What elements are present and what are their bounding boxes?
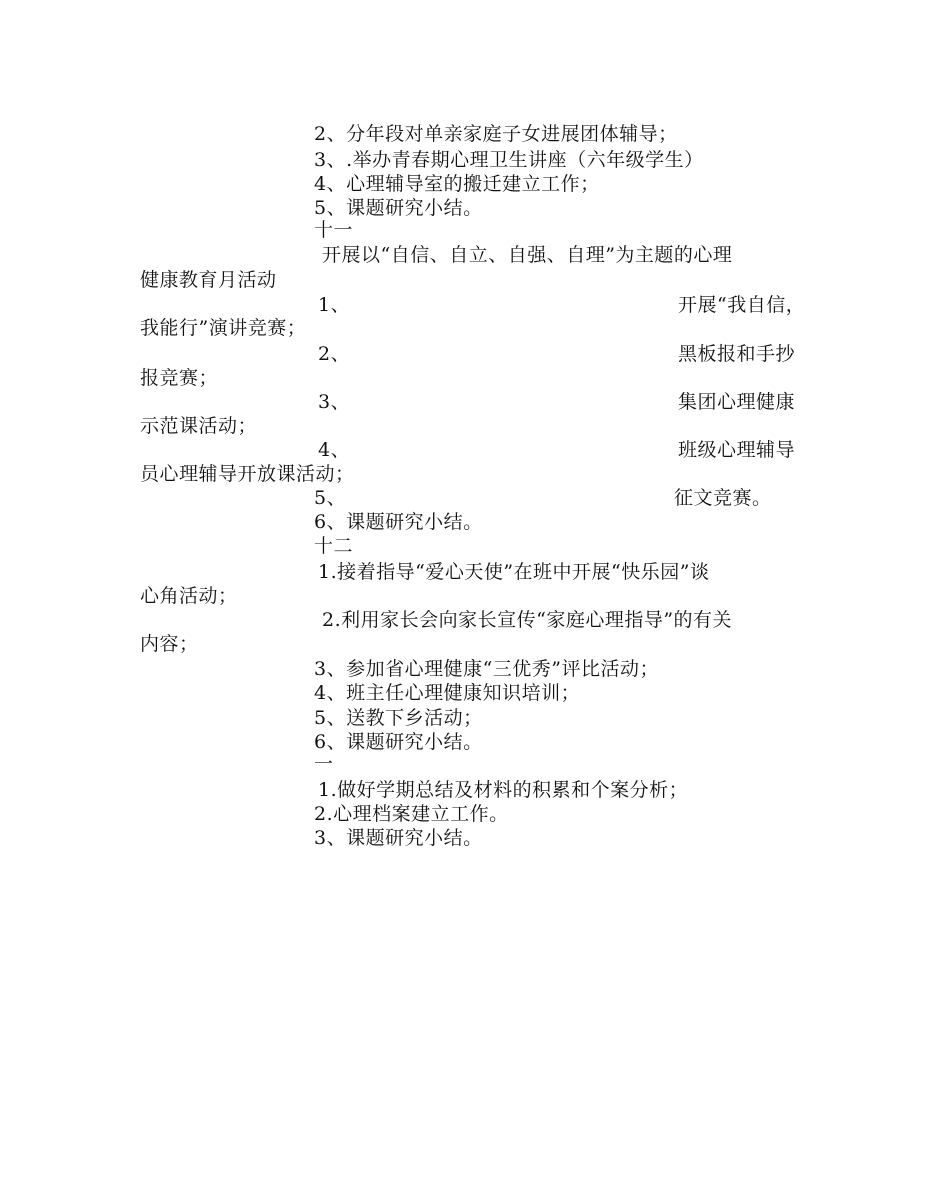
text-line: 内容；	[140, 633, 199, 655]
text-line: 5、送教下乡活动；	[314, 707, 483, 729]
text-line: 3、.举办青春期心理卫生讲座（六年级学生）	[314, 149, 704, 171]
text-line: 心角活动；	[140, 585, 238, 607]
text-line: 6、课题研究小结。	[314, 511, 483, 533]
text-line: 1.接着指导“爱心天使”在班中开展“快乐园”谈	[318, 561, 710, 583]
text-line: 集团心理健康	[678, 391, 796, 413]
text-line: 报竞赛；	[140, 367, 219, 389]
list-number: 2、	[318, 343, 351, 365]
text-line: 3、参加省心理健康“三优秀”评比活动；	[314, 658, 660, 680]
text-line: 1.做好学期总结及材料的积累和个案分析；	[318, 779, 689, 801]
text-line: 健康教育月活动	[140, 269, 277, 291]
section-heading: 十二	[314, 535, 354, 557]
text-line: 6、课题研究小结。	[314, 731, 483, 753]
text-line: 示范课活动；	[140, 415, 258, 437]
text-line: 员心理辅导开放课活动；	[140, 463, 355, 485]
text-line: 5、课题研究小结。	[314, 197, 483, 219]
text-line: 黑板报和手抄	[678, 343, 796, 365]
text-line: 4、心理辅导室的搬迁建立工作；	[314, 173, 600, 195]
text-line: 征文竞赛。	[674, 487, 772, 509]
text-line: 4、班主任心理健康知识培训；	[314, 682, 581, 704]
section-heading: 一	[314, 753, 334, 775]
text-line: 2.利用家长会向家长宣传“家庭心理指导”的有关	[322, 609, 733, 631]
text-line: 开展以“自信、自立、自强、自理”为主题的心理	[322, 244, 733, 266]
text-line: 开展“我自信，	[678, 294, 806, 316]
text-line: 3、课题研究小结。	[314, 827, 483, 849]
text-line: 班级心理辅导	[678, 439, 796, 461]
text-line: 2、分年段对单亲家庭子女进展团体辅导；	[314, 123, 678, 145]
section-heading: 十一	[314, 219, 354, 241]
text-line: 2.心理档案建立工作。	[314, 803, 509, 825]
text-line: 我能行”演讲竞赛；	[140, 317, 307, 339]
list-number: 5、	[314, 487, 347, 509]
list-number: 3、	[318, 391, 351, 413]
list-number: 1、	[318, 294, 351, 316]
list-number: 4、	[318, 439, 351, 461]
